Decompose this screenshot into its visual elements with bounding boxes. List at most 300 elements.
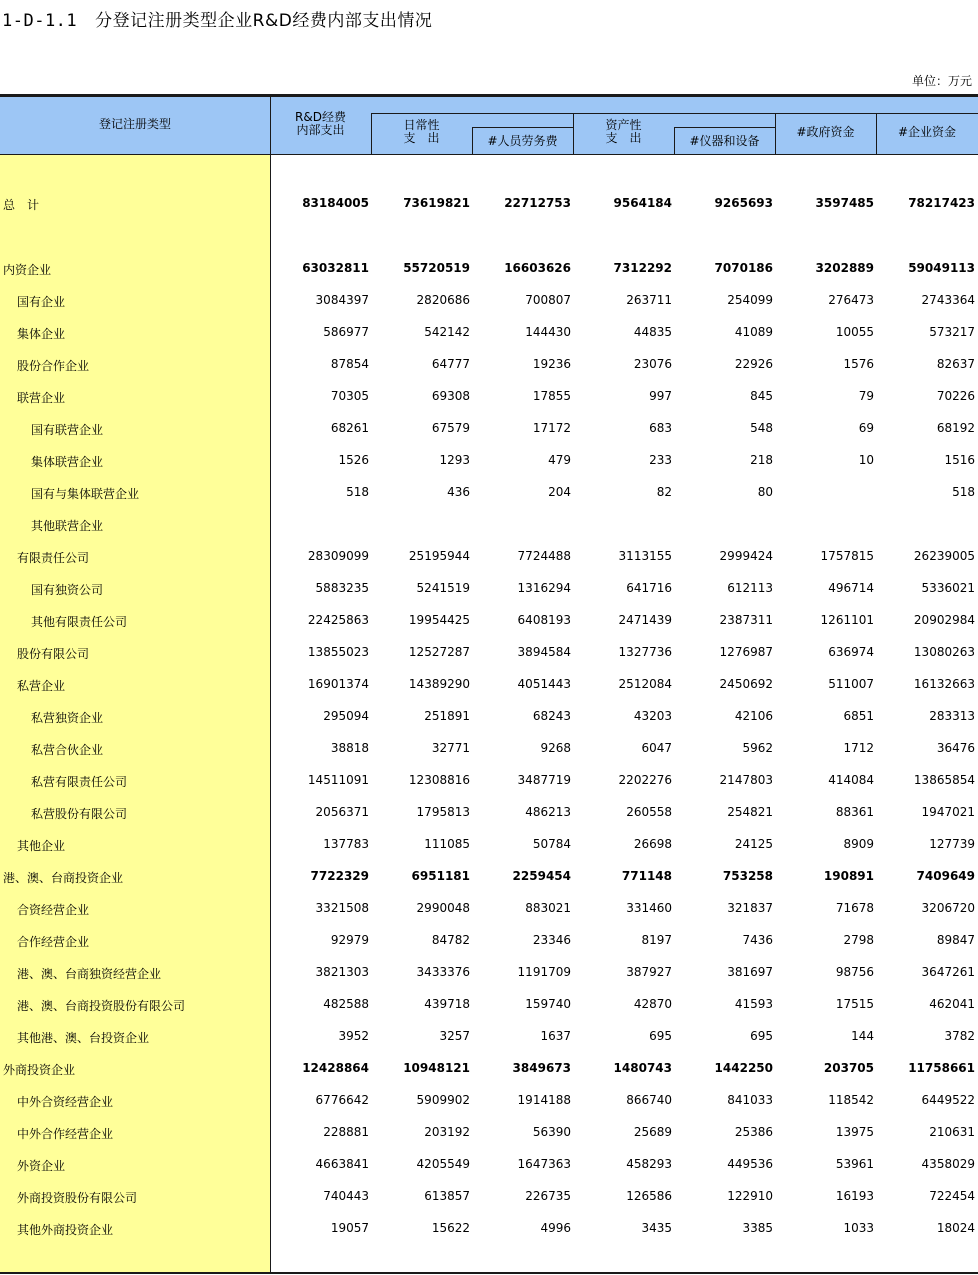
cell-value: 6951181	[411, 869, 470, 883]
header-divider	[472, 127, 573, 128]
table-row	[0, 962, 978, 982]
cell-value: 2999424	[719, 549, 773, 563]
cell-value: 997	[649, 389, 672, 403]
cell-value: 2990048	[416, 901, 470, 915]
cell-value: 12527287	[408, 645, 470, 659]
cell-value: 9564184	[613, 196, 672, 210]
cell-value: 1327736	[618, 645, 672, 659]
cell-value: 6408193	[517, 613, 571, 627]
row-label: 外商投资企业	[3, 1063, 76, 1077]
table-row	[0, 610, 978, 630]
row-label: 集体联营企业	[31, 455, 104, 469]
cell-value: 1757815	[820, 549, 874, 563]
cell-value: 1712	[843, 741, 874, 755]
row-label: 私营企业	[17, 679, 66, 693]
cell-value: 63032811	[302, 261, 369, 275]
cell-value: 2798	[843, 933, 874, 947]
cell-value: 613857	[424, 1189, 470, 1203]
cell-value: 10055	[835, 325, 874, 339]
cell-value: 7724488	[517, 549, 571, 563]
row-label: 港、澳、台商投资股份有限公司	[17, 999, 186, 1013]
header-ent: #企业资金	[897, 125, 957, 139]
table-row	[0, 866, 978, 886]
cell-value: 6047	[641, 741, 672, 755]
cell-value: 3487719	[517, 773, 571, 787]
cell-value: 111085	[424, 837, 470, 851]
cell-value: 254821	[727, 805, 773, 819]
cell-value: 641716	[626, 581, 672, 595]
cell-value: 16193	[835, 1189, 874, 1203]
cell-value: 218	[750, 453, 773, 467]
cell-value: 3849673	[512, 1061, 571, 1075]
cell-value: 7312292	[613, 261, 672, 275]
cell-value: 233	[649, 453, 672, 467]
table-row	[0, 1186, 978, 1206]
cell-value: 17515	[835, 997, 874, 1011]
table-row	[0, 738, 978, 758]
table-row	[0, 1026, 978, 1046]
header-divider	[371, 113, 978, 114]
cell-value: 41089	[734, 325, 773, 339]
row-label: 合作经营企业	[17, 935, 90, 949]
cell-value: 449536	[727, 1157, 773, 1171]
cell-value: 573217	[929, 325, 975, 339]
cell-value: 28309099	[307, 549, 369, 563]
cell-value: 276473	[828, 293, 874, 307]
cell-value: 41593	[734, 997, 773, 1011]
row-label: 其他外商投资企业	[17, 1223, 114, 1237]
cell-value: 2202276	[618, 773, 672, 787]
cell-value: 2512084	[618, 677, 672, 691]
cell-value: 226735	[525, 1189, 571, 1203]
cell-value: 79	[858, 389, 874, 403]
row-label: 合资经营企业	[17, 903, 90, 917]
table-header	[0, 97, 978, 154]
cell-value: 321837	[727, 901, 773, 915]
row-label: 其他联营企业	[31, 519, 104, 533]
cell-value: 700807	[525, 293, 571, 307]
cell-value: 548	[750, 421, 773, 435]
cell-value: 3433376	[416, 965, 470, 979]
cell-value: 4205549	[416, 1157, 470, 1171]
cell-value: 251891	[424, 709, 470, 723]
cell-value: 22926	[734, 357, 773, 371]
cell-value: 3113155	[618, 549, 672, 563]
cell-value: 26698	[633, 837, 672, 851]
table-row	[0, 258, 978, 278]
cell-value: 695	[750, 1029, 773, 1043]
cell-value: 414084	[828, 773, 874, 787]
cell-value: 254099	[727, 293, 773, 307]
cell-value: 17855	[532, 389, 571, 403]
cell-value: 53961	[835, 1157, 874, 1171]
cell-value: 6851	[843, 709, 874, 723]
cell-value: 32771	[431, 741, 470, 755]
table-row	[0, 674, 978, 694]
table-row	[0, 770, 978, 790]
cell-value: 118542	[828, 1093, 874, 1107]
cell-value: 2147803	[719, 773, 773, 787]
cell-value: 2820686	[416, 293, 470, 307]
cell-value: 1526	[338, 453, 369, 467]
table-row	[0, 706, 978, 726]
cell-value: 15622	[431, 1221, 470, 1235]
header-rd-line2: 内部支出	[296, 123, 345, 137]
header-rd-line1: R&D经费	[295, 110, 346, 124]
row-label: 国有企业	[17, 295, 66, 309]
header-daily-line2: 支 出	[403, 131, 440, 145]
row-label: 其他港、澳、台投资企业	[17, 1031, 150, 1045]
header-gov: #政府资金	[796, 125, 855, 139]
cell-value: 866740	[626, 1093, 672, 1107]
cell-value: 1576	[843, 357, 874, 371]
cell-value: 38818	[330, 741, 369, 755]
cell-value: 3894584	[517, 645, 571, 659]
row-label: 港、澳、台商独资经营企业	[17, 967, 162, 981]
row-label: 私营合伙企业	[31, 743, 104, 757]
cell-value: 22712753	[504, 196, 571, 210]
row-label: 有限责任公司	[17, 551, 90, 565]
table-row	[0, 994, 978, 1014]
cell-value: 89847	[936, 933, 975, 947]
cell-value: 753258	[722, 869, 773, 883]
cell-value: 3084397	[315, 293, 369, 307]
cell-value: 25689	[633, 1125, 672, 1139]
unit-label: 单位：万元	[911, 74, 972, 88]
cell-value: 7436	[742, 933, 773, 947]
cell-value: 283313	[929, 709, 975, 723]
cell-value: 18024	[936, 1221, 975, 1235]
cell-value: 1442250	[714, 1061, 773, 1075]
cell-value: 3385	[742, 1221, 773, 1235]
cell-value: 4358029	[921, 1157, 975, 1171]
cell-value: 13865854	[913, 773, 975, 787]
cell-value: 80	[757, 485, 773, 499]
cell-value: 122910	[727, 1189, 773, 1203]
row-label: 内资企业	[3, 263, 52, 277]
cell-value: 2743364	[921, 293, 975, 307]
cell-value: 83184005	[302, 196, 369, 210]
cell-value: 78217423	[908, 196, 975, 210]
cell-value: 98756	[835, 965, 874, 979]
cell-value: 387927	[626, 965, 672, 979]
cell-value: 8197	[641, 933, 672, 947]
row-label: 其他企业	[17, 839, 66, 853]
table-row	[0, 354, 978, 374]
cell-value: 19236	[532, 357, 571, 371]
cell-value: 518	[346, 485, 369, 499]
cell-value: 482588	[323, 997, 369, 1011]
row-label: 外商投资股份有限公司	[17, 1191, 138, 1205]
cell-value: 722454	[929, 1189, 975, 1203]
cell-value: 64777	[431, 357, 470, 371]
cell-value: 22425863	[307, 613, 369, 627]
row-label: 私营有限责任公司	[31, 775, 128, 789]
row-label: 股份合作企业	[17, 359, 90, 373]
header-asset-line1: 资产性	[605, 118, 642, 132]
cell-value: 9268	[540, 741, 571, 755]
cell-value: 636974	[828, 645, 874, 659]
cell-value: 7409649	[916, 869, 975, 883]
cell-value: 518	[952, 485, 975, 499]
cell-value: 82637	[936, 357, 975, 371]
cell-value: 3647261	[921, 965, 975, 979]
header-type: 登记注册类型	[98, 117, 171, 131]
cell-value: 144	[851, 1029, 874, 1043]
cell-value: 1480743	[613, 1061, 672, 1075]
cell-value: 12308816	[408, 773, 470, 787]
table-row	[0, 1218, 978, 1238]
table-row	[0, 450, 978, 470]
table-row	[0, 514, 978, 534]
cell-value: 3206720	[921, 901, 975, 915]
cell-value: 126586	[626, 1189, 672, 1203]
row-label: 私营股份有限公司	[31, 807, 128, 821]
cell-value: 24125	[734, 837, 773, 851]
title-code: 1-D-1.1	[2, 11, 78, 31]
cell-value: 3435	[641, 1221, 672, 1235]
cell-value: 67579	[431, 421, 470, 435]
header-rd	[270, 111, 371, 137]
cell-value: 59049113	[908, 261, 975, 275]
title-text: 分登记注册类型企业R&D经费内部支出情况	[95, 11, 433, 31]
table-row	[0, 898, 978, 918]
cell-value: 92979	[330, 933, 369, 947]
cell-value: 42870	[633, 997, 672, 1011]
cell-value: 5241519	[416, 581, 470, 595]
cell-value: 439718	[424, 997, 470, 1011]
cell-value: 1647363	[517, 1157, 571, 1171]
cell-value: 2471439	[618, 613, 672, 627]
cell-value: 462041	[929, 997, 975, 1011]
table-row	[0, 642, 978, 662]
cell-value: 5909902	[416, 1093, 470, 1107]
cell-value: 2056371	[315, 805, 369, 819]
cell-value: 203192	[424, 1125, 470, 1139]
cell-value: 203705	[823, 1061, 874, 1075]
header-equipment: #仪器和设备	[689, 134, 760, 148]
table-row	[0, 578, 978, 598]
cell-value: 1316294	[517, 581, 571, 595]
cell-value: 56390	[532, 1125, 571, 1139]
row-label: 中外合资经营企业	[17, 1095, 114, 1109]
cell-value: 68261	[330, 421, 369, 435]
cell-value: 144430	[525, 325, 571, 339]
cell-value: 210631	[929, 1125, 975, 1139]
cell-value: 73619821	[403, 196, 470, 210]
cell-value: 1261101	[820, 613, 874, 627]
cell-value: 436	[447, 485, 470, 499]
cell-value: 331460	[626, 901, 672, 915]
cell-value: 771148	[621, 869, 672, 883]
row-label: 总 计	[3, 198, 40, 212]
table-row	[0, 546, 978, 566]
cell-value: 7722329	[310, 869, 369, 883]
cell-value: 1516	[944, 453, 975, 467]
cell-value: 2450692	[719, 677, 773, 691]
cell-value: 6449522	[921, 1093, 975, 1107]
cell-value: 19057	[330, 1221, 369, 1235]
row-label: 外资企业	[17, 1159, 66, 1173]
cell-value: 44835	[633, 325, 672, 339]
cell-value: 55720519	[403, 261, 470, 275]
cell-value: 1947021	[921, 805, 975, 819]
cell-value: 4051443	[517, 677, 571, 691]
cell-value: 1637	[540, 1029, 571, 1043]
header-asset	[573, 119, 674, 145]
table-row	[0, 482, 978, 502]
cell-value: 159740	[525, 997, 571, 1011]
row-label: 中外合作经营企业	[17, 1127, 114, 1141]
cell-value: 42106	[734, 709, 773, 723]
cell-value: 19954425	[408, 613, 470, 627]
cell-value: 542142	[424, 325, 470, 339]
cell-value: 11758661	[908, 1061, 975, 1075]
cell-value: 683	[649, 421, 672, 435]
cell-value: 13855023	[307, 645, 369, 659]
header-daily	[371, 119, 472, 145]
cell-value: 14389290	[408, 677, 470, 691]
cell-value: 883021	[525, 901, 571, 915]
cell-value: 43203	[633, 709, 672, 723]
cell-value: 381697	[727, 965, 773, 979]
table-row	[0, 802, 978, 822]
cell-value: 10	[858, 453, 874, 467]
cell-value: 16132663	[913, 677, 975, 691]
cell-value: 88361	[835, 805, 874, 819]
cell-value: 841033	[727, 1093, 773, 1107]
table-row	[0, 322, 978, 342]
cell-value: 228881	[323, 1125, 369, 1139]
cell-value: 10948121	[403, 1061, 470, 1075]
cell-value: 1276987	[719, 645, 773, 659]
cell-value: 13080263	[913, 645, 975, 659]
cell-value: 190891	[823, 869, 874, 883]
cell-value: 68192	[936, 421, 975, 435]
cell-value: 3782	[944, 1029, 975, 1043]
row-label: 私营独资企业	[31, 711, 104, 725]
cell-value: 16901374	[307, 677, 369, 691]
cell-value: 70305	[330, 389, 369, 403]
header-daily-line1: 日常性	[403, 118, 440, 132]
cell-value: 82	[656, 485, 672, 499]
cell-value: 17172	[532, 421, 571, 435]
cell-value: 9265693	[714, 196, 773, 210]
cell-value: 458293	[626, 1157, 672, 1171]
cell-value: 496714	[828, 581, 874, 595]
cell-value: 1795813	[416, 805, 470, 819]
cell-value: 4996	[540, 1221, 571, 1235]
cell-value: 69308	[431, 389, 470, 403]
cell-value: 87854	[330, 357, 369, 371]
cell-value: 1191709	[517, 965, 571, 979]
row-label: 联营企业	[17, 391, 66, 405]
cell-value: 8909	[843, 837, 874, 851]
cell-value: 13975	[835, 1125, 874, 1139]
cell-value: 295094	[323, 709, 369, 723]
table-bottom-rule	[0, 1272, 978, 1274]
header-labor: #人员劳务费	[487, 134, 558, 148]
cell-value: 4663841	[315, 1157, 369, 1171]
table-row	[0, 834, 978, 854]
table-row	[0, 1090, 978, 1110]
cell-value: 695	[649, 1029, 672, 1043]
row-label: 港、澳、台商投资企业	[3, 871, 124, 885]
cell-value: 740443	[323, 1189, 369, 1203]
cell-value: 14511091	[307, 773, 369, 787]
cell-value: 586977	[323, 325, 369, 339]
cell-value: 260558	[626, 805, 672, 819]
header-divider	[674, 127, 775, 128]
cell-value: 25195944	[408, 549, 470, 563]
cell-value: 263711	[626, 293, 672, 307]
cell-value: 1033	[843, 1221, 874, 1235]
cell-value: 845	[750, 389, 773, 403]
row-label: 国有与集体联营企业	[31, 487, 140, 501]
cell-value: 511007	[828, 677, 874, 691]
cell-value: 7070186	[714, 261, 773, 275]
cell-value: 50784	[532, 837, 571, 851]
cell-value: 612113	[727, 581, 773, 595]
cell-value: 36476	[936, 741, 975, 755]
table-row	[0, 930, 978, 950]
cell-value: 3821303	[315, 965, 369, 979]
cell-value: 2259454	[512, 869, 571, 883]
cell-value: 26239005	[913, 549, 975, 563]
table-row	[0, 290, 978, 310]
table-row	[0, 193, 978, 213]
cell-value: 479	[548, 453, 571, 467]
cell-value: 2387311	[719, 613, 773, 627]
table-row	[0, 1058, 978, 1078]
cell-value: 5962	[742, 741, 773, 755]
cell-value: 16603626	[504, 261, 571, 275]
cell-value: 3597485	[815, 196, 874, 210]
cell-value: 70226	[936, 389, 975, 403]
cell-value: 68243	[532, 709, 571, 723]
cell-value: 5883235	[315, 581, 369, 595]
cell-value: 84782	[431, 933, 470, 947]
cell-value: 3257	[439, 1029, 470, 1043]
cell-value: 23076	[633, 357, 672, 371]
cell-value: 486213	[525, 805, 571, 819]
header-asset-line2: 支 出	[605, 131, 642, 145]
row-label: 股份有限公司	[17, 647, 90, 661]
table-row	[0, 418, 978, 438]
table-row	[0, 386, 978, 406]
table-row	[0, 1154, 978, 1174]
row-label: 其他有限责任公司	[31, 615, 128, 629]
cell-value: 127739	[929, 837, 975, 851]
cell-value: 3952	[338, 1029, 369, 1043]
row-label: 国有联营企业	[31, 423, 104, 437]
cell-value: 23346	[532, 933, 571, 947]
cell-value: 71678	[835, 901, 874, 915]
cell-value: 69	[858, 421, 874, 435]
cell-value: 3202889	[815, 261, 874, 275]
page-title	[2, 6, 432, 31]
cell-value: 137783	[323, 837, 369, 851]
row-label: 国有独资公司	[31, 583, 104, 597]
cell-value: 1293	[439, 453, 470, 467]
cell-value: 12428864	[302, 1061, 369, 1075]
row-label: 集体企业	[17, 327, 66, 341]
cell-value: 204	[548, 485, 571, 499]
table-row	[0, 1122, 978, 1142]
cell-value: 20902984	[913, 613, 975, 627]
cell-value: 6776642	[315, 1093, 369, 1107]
cell-value: 3321508	[315, 901, 369, 915]
